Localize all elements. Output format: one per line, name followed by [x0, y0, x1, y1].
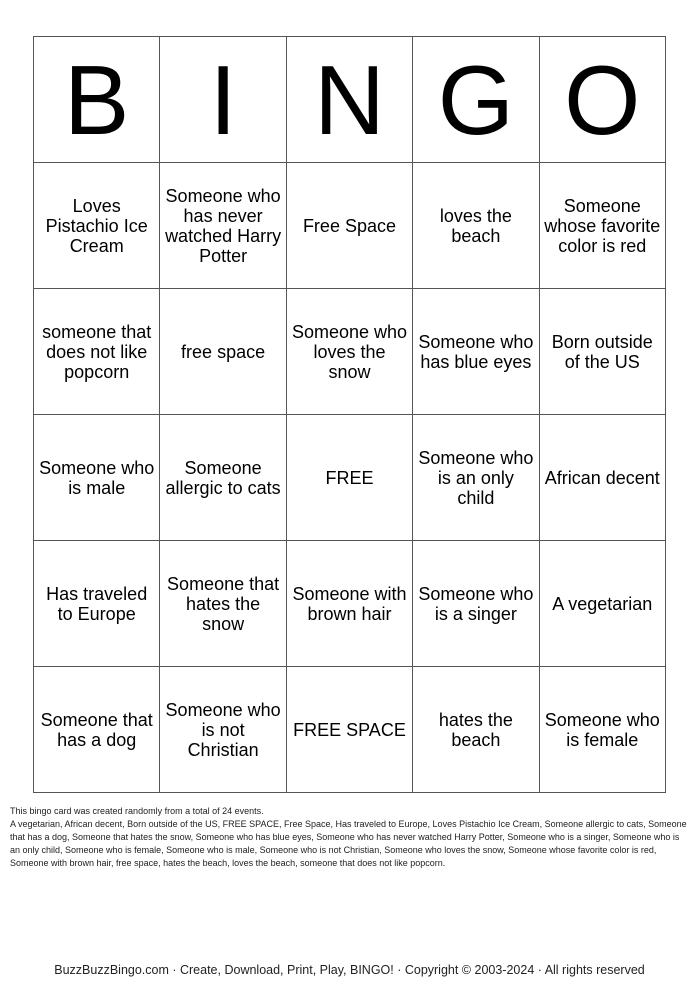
- bingo-card: [33, 36, 666, 793]
- bingo-row: [34, 289, 666, 415]
- bingo-cell: Free Space: [286, 163, 412, 289]
- bingo-cell: Someone who has never watched Harry Potter: [160, 163, 286, 289]
- bingo-cell: free space: [160, 289, 286, 415]
- bingo-cell: Someone whose favorite color is red: [539, 163, 665, 289]
- bingo-cell: Born outside of the US: [539, 289, 665, 415]
- bingo-cell: Someone who is an only child: [413, 415, 539, 541]
- header-letter-i: I: [160, 37, 286, 163]
- bingo-row: [34, 667, 666, 793]
- footnote-intro: This bingo card was created randomly from a total of 24 events.: [10, 806, 264, 816]
- bingo-cell: FREE SPACE: [286, 667, 412, 793]
- bingo-header-row: [34, 37, 666, 163]
- bingo-cell: Someone who loves the snow: [286, 289, 412, 415]
- bingo-cell: Someone who has blue eyes: [413, 289, 539, 415]
- header-letter-n: N: [286, 37, 412, 163]
- bingo-row: [34, 415, 666, 541]
- bingo-cell: Loves Pistachio Ice Cream: [34, 163, 160, 289]
- header-letter-b: B: [34, 37, 160, 163]
- bingo-cell: hates the beach: [413, 667, 539, 793]
- bingo-cell: someone that does not like popcorn: [34, 289, 160, 415]
- bingo-cell: loves the beach: [413, 163, 539, 289]
- bingo-cell: Someone who is not Christian: [160, 667, 286, 793]
- card-footnote: [10, 805, 690, 870]
- bingo-cell: Someone who is male: [34, 415, 160, 541]
- footnote-event-list: A vegetarian, African decent, Born outside of the US, FREE SPACE, Free Space, Has traveled to Europe, Loves Pistachio Ice Cream, Someone allergic to cats, Someone that has a dog, Someone that hates the snow, Someone who has blue eyes, Someone who has never watched Harry Potter, Someone who is a singer, Someone who is an only child, Someone who is female, Someone who is male, Someone who is not Christian, Someone who loves the snow, Someone whose favorite color is red, Someone with brown hair, free space, hates the beach, loves the beach, someone that does not like popcorn.: [10, 819, 687, 868]
- bingo-cell: Someone that hates the snow: [160, 541, 286, 667]
- bingo-row: [34, 163, 666, 289]
- bingo-cell: Someone that has a dog: [34, 667, 160, 793]
- bingo-cell: Someone with brown hair: [286, 541, 412, 667]
- bingo-cell: African decent: [539, 415, 665, 541]
- page-footer: BuzzBuzzBingo.com · Create, Download, Print, Play, BINGO! · Copyright © 2003-2024 · All rights reserved: [54, 963, 645, 977]
- bingo-cell: Has traveled to Europe: [34, 541, 160, 667]
- bingo-cell: A vegetarian: [539, 541, 665, 667]
- bingo-row: [34, 541, 666, 667]
- bingo-cell-center: FREE: [286, 415, 412, 541]
- bingo-cell: Someone who is a singer: [413, 541, 539, 667]
- header-letter-g: G: [413, 37, 539, 163]
- bingo-cell: Someone allergic to cats: [160, 415, 286, 541]
- bingo-cell: Someone who is female: [539, 667, 665, 793]
- header-letter-o: O: [539, 37, 665, 163]
